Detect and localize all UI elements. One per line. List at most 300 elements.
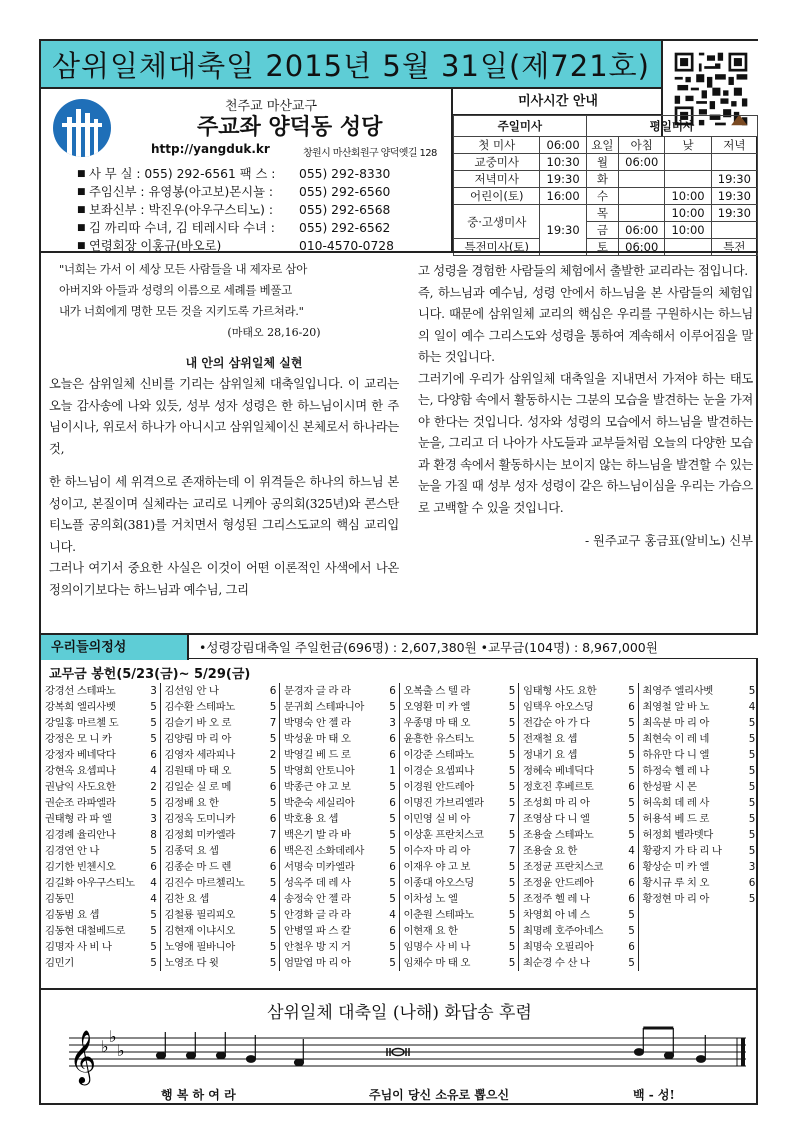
donor-name: 임태형 사도 요한: [523, 685, 597, 697]
donor-row: [519, 795, 638, 811]
weekday-mass-head: 평일미사: [586, 116, 757, 137]
weekday: 목: [586, 205, 618, 222]
donor-count: 5: [628, 685, 635, 697]
donor-name: 성옥주 데 레 사: [284, 877, 351, 889]
donor-count: 2: [269, 749, 276, 761]
donor-row: [280, 843, 399, 859]
donor-name: 백은기 발 라 바: [284, 829, 351, 841]
donor-count: 7: [269, 717, 276, 729]
donor-name: 김진수 마르첼리노: [164, 877, 245, 889]
donor-name: 김정희 미카엘라: [164, 829, 235, 841]
donor-name: 조정균 프란치스코: [523, 861, 604, 873]
article-left-column: [49, 259, 399, 601]
donor-row: [400, 875, 519, 891]
mass-time: 06:00: [619, 239, 665, 256]
donor-count: 5: [628, 749, 635, 761]
donor-name: 김길화 아우구스티노: [45, 877, 135, 889]
donor-count: 4: [748, 701, 755, 713]
donor-count: 5: [628, 813, 635, 825]
donor-row: [400, 923, 519, 939]
donor-row: [519, 715, 638, 731]
donor-name: 김선임 안 나: [164, 685, 219, 697]
donor-name: 조용술 요 한: [523, 845, 577, 857]
donor-row: [639, 779, 759, 795]
donor-row: [400, 955, 519, 971]
donor-row: [41, 699, 160, 715]
bulletin-title: 삼위일체대축일 2015년 5월 31일(제721호): [41, 41, 661, 89]
donor-count: 5: [628, 797, 635, 809]
donor-count: 5: [269, 909, 276, 921]
donor-count: 5: [508, 861, 515, 873]
donor-count: 5: [748, 717, 755, 729]
mass-schedule-title: 미사시간 안내: [453, 89, 663, 115]
donor-count: 5: [748, 893, 755, 905]
donor-name: 김원태 마 태 오: [164, 765, 232, 777]
donor-name: 이강준 스테파노: [403, 749, 474, 761]
donor-count: 5: [748, 845, 755, 857]
bullet-icon: ■: [77, 187, 86, 197]
donor-count: 1: [389, 765, 396, 777]
donor-name: 정호진 후베르토: [523, 781, 594, 793]
donor-row: [639, 843, 759, 859]
donor-row: [519, 955, 638, 971]
mass-time: [711, 222, 757, 239]
donor-name: 김찬 요 셉: [164, 893, 209, 905]
donor-name: 백은진 소화데레사: [284, 845, 365, 857]
donor-row: [280, 795, 399, 811]
donor-count: 6: [389, 925, 396, 937]
donor-count: 3: [150, 813, 157, 825]
svg-text:♭: ♭: [101, 1037, 109, 1056]
donor-count: 5: [628, 733, 635, 745]
donor-count: 7: [508, 845, 515, 857]
donor-count: 4: [628, 845, 635, 857]
donor-row: [41, 843, 160, 859]
donor-count: 5: [389, 893, 396, 905]
weekday: 화: [586, 171, 618, 188]
donor-count: 7: [269, 829, 276, 841]
weekday: 금: [586, 222, 618, 239]
mass-time: 19:30: [711, 205, 757, 222]
donor-name: 강현옥 요셉피나: [45, 765, 116, 777]
donor-count: 7: [508, 813, 515, 825]
church-header: [41, 89, 451, 251]
donor-name: 문경자 글 라 라: [284, 685, 351, 697]
donor-count: 6: [269, 685, 276, 697]
donor-name: 박명숙 안 젤 라: [284, 717, 351, 729]
donor-row: [519, 939, 638, 955]
mass-time: 10:30: [540, 154, 586, 171]
donor-row: [519, 875, 638, 891]
donor-name: 김영자 세라피나: [164, 749, 235, 761]
donor-name: 임명수 사 비 나: [403, 941, 471, 953]
donor-count: 4: [150, 877, 157, 889]
donor-count: 8: [150, 829, 157, 841]
donor-count: 5: [748, 813, 755, 825]
article-section: [41, 251, 758, 633]
contact-value: 055) 292-6568: [299, 203, 391, 217]
donor-row: [41, 811, 160, 827]
quote-line: 아버지와 아들과 성령의 이름으로 세례를 베풀고: [59, 283, 292, 297]
article-signature: - 원주교구 홍금표(알비노) 신부: [584, 534, 753, 548]
donor-count: 5: [748, 829, 755, 841]
psalm-refrain: [41, 988, 758, 1105]
donation-column: [639, 683, 759, 971]
donor-name: 이춘원 스테파노: [403, 909, 474, 921]
donor-row: [161, 683, 280, 699]
donor-row: [41, 763, 160, 779]
donor-row: [41, 795, 160, 811]
donor-count: 5: [150, 701, 157, 713]
donor-row: [161, 843, 280, 859]
col-head: 아침: [619, 137, 665, 154]
donor-row: [41, 683, 160, 699]
donor-name: 전재철 요 셉: [523, 733, 577, 745]
donor-name: 윤흥한 유스티노: [403, 733, 474, 745]
donor-row: [400, 811, 519, 827]
donor-row: [161, 731, 280, 747]
donor-name: 최옥분 마 리 아: [642, 717, 710, 729]
article-paragraph: 그러기에 우리가 삼위일체 대축일을 지내면서 가져야 하는 태도는, 다양함 속에서 활동하시는 그분의 모습을 발견하는 눈을 가져야 한다는 것입니다. 성자와 성령의 모습에서 하느님을 발견하는 눈을, 그리고 더 나아가 사도들과 교부들처럼 오늘의 다양한 모습과 환경 속에서 활동하시는 보이지 않는 하느님을 발견할 수 있는 눈을 가질 때 성부 성자 성령이 같은 하느님이심을 우리는 가슴으로 고백할 수 있을 것입니다.: [418, 371, 753, 515]
donor-name: 권남익 사도요한: [45, 781, 116, 793]
article-paragraph: 오늘은 삼위일체 신비를 기리는 삼위일체 대축일입니다. 이 교리는 오늘 감사송에 나와 있듯, 성부 성자 성령은 한 하느님이시며 한 주님이시나, 위로서 하나가 아니시고 삼위일체이신 본체로서 하나라는 것,: [49, 377, 399, 456]
lyric-line: 백 - 성!: [633, 1088, 675, 1102]
church-url[interactable]: http://yangduk.kr: [151, 142, 270, 156]
church-logo: [53, 99, 111, 157]
mass-time: [665, 171, 711, 188]
donor-count: 5: [628, 765, 635, 777]
mass-time: 06:00: [619, 154, 665, 171]
donor-count: 5: [508, 941, 515, 953]
donor-name: 이수자 마 리 아: [403, 845, 471, 857]
donor-row: [161, 779, 280, 795]
donation-column: [519, 683, 639, 971]
church-name: 주교좌 양덕동 성당: [197, 114, 383, 140]
donor-name: 임택우 아오스딩: [523, 701, 594, 713]
col-head: 요일: [586, 137, 618, 154]
donor-count: 5: [389, 957, 396, 969]
donor-name: 김종덕 요 셉: [164, 845, 219, 857]
donor-count: 5: [628, 829, 635, 841]
donor-name: 김수환 스테파노: [164, 701, 235, 713]
donor-name: 이종대 아오스딩: [403, 877, 474, 889]
donor-row: [161, 811, 280, 827]
donor-name: 권순조 라파엘라: [45, 797, 116, 809]
bullet-icon: ■: [77, 169, 86, 179]
mass-name: 저녁미사: [454, 171, 540, 188]
contact-value: 055) 292-6560: [299, 185, 391, 199]
contact-label: 사 무 실 : 055) 292-6561 팩 스 :: [89, 167, 276, 181]
donor-count: 5: [150, 909, 157, 921]
donor-count: 6: [628, 781, 635, 793]
donor-row: [280, 939, 399, 955]
donor-name: 강정자 베네닥다: [45, 749, 116, 761]
donor-name: 허옥희 데 레 사: [642, 797, 710, 809]
mass-time: 06:00: [540, 137, 586, 154]
donor-count: 3: [748, 861, 755, 873]
donor-row: [161, 891, 280, 907]
mass-time: [619, 205, 665, 222]
donor-row: [161, 859, 280, 875]
donor-count: 4: [269, 893, 276, 905]
mass-name: 중·고생미사: [454, 205, 540, 239]
contact-row: [77, 165, 449, 183]
donor-row: [400, 891, 519, 907]
offering-label: 우리들의정성: [41, 635, 189, 660]
diocese-name: 천주교 마산교구: [225, 99, 318, 114]
donor-count: 5: [269, 877, 276, 889]
bullet-icon: ■: [77, 205, 86, 215]
donor-row: [41, 939, 160, 955]
donor-row: [519, 747, 638, 763]
donor-name: 최현숙 이 레 네: [642, 733, 710, 745]
donor-row: [639, 859, 759, 875]
donor-count: 5: [508, 957, 515, 969]
donor-name: 김기한 빈첸시오: [45, 861, 116, 873]
mass-time: 10:00: [665, 205, 711, 222]
donor-name: 최명숙 오필리아: [523, 941, 594, 953]
article-paragraph: 그러나 여기서 중요한 사실은 이것이 어떤 이론적인 사색에서 나온 정의이기보다는 하느님과 예수님, 그리: [49, 561, 399, 597]
article-paragraph: 즉, 하느님과 예수님, 성령 안에서 하느님을 본 사람들의 체험입니다. 때문에 삼위일체 교리의 핵심은 우리를 구원하시는 하느님의 일이 예수 그리스도와 성령을 통하여 계속해서 이루어짐을 말하는 것입니다.: [418, 285, 753, 364]
donor-count: 5: [508, 765, 515, 777]
donor-name: 송정숙 안 젤 라: [284, 893, 351, 905]
donor-count: 5: [508, 877, 515, 889]
donor-name: 이명진 가브리엘라: [403, 797, 484, 809]
donor-row: [41, 827, 160, 843]
donor-name: 김종순 마 드 렌: [164, 861, 232, 873]
donor-row: [639, 683, 759, 699]
mass-time: [665, 154, 711, 171]
donor-count: 5: [628, 717, 635, 729]
donor-row: [519, 827, 638, 843]
donor-name: 서명숙 미카엘라: [284, 861, 355, 873]
donor-row: [41, 731, 160, 747]
donor-count: 5: [389, 877, 396, 889]
donor-count: 5: [389, 829, 396, 841]
donor-name: 안철우 방 지 거: [284, 941, 351, 953]
mass-time: [711, 154, 757, 171]
donor-count: 5: [389, 781, 396, 793]
donor-count: 5: [628, 957, 635, 969]
donor-row: [400, 699, 519, 715]
contact-label: 보좌신부 : 박진우(아우구스티노) :: [89, 203, 274, 217]
article-paragraph: 한 하느님이 세 위격으로 존재하는데 이 위격들은 하나의 하느님 본성이고, 본질이며 실체라는 교리로 니케아 공의회(325년)와 콘스탄티노플 공의회(381)를 거치면서 형성된 그리스도교의 핵심 교리입니다.: [49, 475, 399, 554]
donor-count: 5: [508, 781, 515, 793]
donor-row: [639, 699, 759, 715]
donor-row: [280, 859, 399, 875]
donor-name: 이차성 노 엘: [403, 893, 458, 905]
donor-row: [41, 923, 160, 939]
donation-column: [161, 683, 281, 971]
donation-title: 교무금 봉헌(5/23(금)~ 5/29(금): [49, 667, 251, 682]
donor-count: 5: [748, 749, 755, 761]
donor-count: 5: [748, 781, 755, 793]
donor-name: 김철룡 필리피오: [164, 909, 235, 921]
donation-column: [41, 683, 161, 971]
donor-row: [639, 827, 759, 843]
donor-row: [280, 891, 399, 907]
mass-name: 어린이(토): [454, 188, 540, 205]
donor-row: [639, 763, 759, 779]
donor-count: 6: [628, 861, 635, 873]
donor-count: 5: [508, 749, 515, 761]
donor-name: 김현재 이냐시오: [164, 925, 235, 937]
donor-name: 조영삼 다 니 엘: [523, 813, 590, 825]
donor-row: [41, 859, 160, 875]
donor-name: 허용석 베 드 로: [642, 813, 710, 825]
donor-name: 황시규 루 치 오: [642, 877, 710, 889]
donor-row: [400, 731, 519, 747]
donor-row: [161, 939, 280, 955]
donor-name: 최순경 수 산 나: [523, 957, 590, 969]
donor-name: 이상훈 프란치스코: [403, 829, 484, 841]
donor-count: 3: [389, 717, 396, 729]
donor-name: 오영환 미 카 엘: [403, 701, 471, 713]
donor-count: 5: [389, 813, 396, 825]
donor-count: 6: [150, 749, 157, 761]
donor-name: 황정현 마 리 아: [642, 893, 710, 905]
quote-line: 내가 너희에게 명한 모든 것을 지키도록 가르쳐라.": [59, 304, 304, 318]
donor-row: [400, 859, 519, 875]
donor-name: 황광지 가 타 리 나: [642, 845, 722, 857]
donor-count: 5: [389, 845, 396, 857]
donor-row: [161, 875, 280, 891]
donor-name: 김경연 안 나: [45, 845, 99, 857]
donor-count: 5: [508, 797, 515, 809]
donor-name: 강정은 모 니 카: [45, 733, 112, 745]
donor-count: 6: [389, 797, 396, 809]
donor-row: [280, 875, 399, 891]
contact-label: 연령회장 이홍규(바오로): [89, 239, 222, 253]
donor-name: 이재우 야 고 보: [403, 861, 471, 873]
donor-name: 김양림 마 리 아: [164, 733, 232, 745]
donor-name: 김경례 율리안나: [45, 829, 116, 841]
mass-time: 06:00: [619, 222, 665, 239]
donor-count: 5: [748, 765, 755, 777]
donor-count: 6: [389, 861, 396, 873]
donor-name: 박춘숙 세실리아: [284, 797, 355, 809]
donor-row: [400, 907, 519, 923]
donor-row: [161, 763, 280, 779]
donor-row: [519, 779, 638, 795]
donor-row: [400, 779, 519, 795]
sunday-mass-head: 주일미사: [454, 116, 587, 137]
donor-name: 최영철 알 바 노: [642, 701, 710, 713]
donor-count: 5: [748, 797, 755, 809]
donor-row: [161, 715, 280, 731]
mass-time: 10:00: [665, 188, 711, 205]
donor-count: 6: [389, 733, 396, 745]
donor-row: [400, 827, 519, 843]
donor-name: 강일홍 마르첼 도: [45, 717, 119, 729]
bullet-icon: ■: [77, 241, 86, 251]
donor-row: [280, 907, 399, 923]
church-address: 창원시 마산회원구 양덕옛길 128: [303, 148, 437, 159]
quote-reference: (마태오 28,16-20): [227, 326, 321, 339]
donor-row: [400, 747, 519, 763]
treble-clef-icon: 𝄞: [69, 1029, 97, 1083]
donor-name: 조용술 스테파노: [523, 829, 594, 841]
donor-count: 5: [508, 685, 515, 697]
donor-row: [519, 731, 638, 747]
donor-count: 6: [269, 845, 276, 857]
donor-count: 5: [269, 925, 276, 937]
donor-row: [280, 715, 399, 731]
donor-name: 김명자 사 비 나: [45, 941, 112, 953]
donor-row: [519, 683, 638, 699]
donor-row: [280, 763, 399, 779]
donation-column: [280, 683, 400, 971]
mass-table: [453, 115, 758, 256]
donor-row: [280, 683, 399, 699]
donor-count: 3: [150, 685, 157, 697]
donor-count: 5: [508, 701, 515, 713]
donor-count: 4: [150, 765, 157, 777]
donor-count: 5: [269, 765, 276, 777]
contact-value: 055) 292-8330: [299, 167, 391, 181]
donor-count: 5: [150, 845, 157, 857]
bulletin-page: [39, 39, 758, 1105]
donor-count: 5: [269, 957, 276, 969]
donor-row: [639, 795, 759, 811]
donor-row: [519, 699, 638, 715]
donor-name: 김정배 요 한: [164, 797, 219, 809]
donor-name: 조성희 마 리 아: [523, 797, 590, 809]
donor-row: [639, 731, 759, 747]
donor-name: 전갑순 아 가 다: [523, 717, 590, 729]
donor-count: 4: [389, 909, 396, 921]
mass-name: 교중미사: [454, 154, 540, 171]
donor-row: [519, 859, 638, 875]
donor-name: 허정희 벨라뎃다: [642, 829, 713, 841]
donor-count: 5: [150, 941, 157, 953]
donor-count: 5: [389, 941, 396, 953]
donor-row: [400, 763, 519, 779]
mass-schedule: [451, 89, 758, 254]
donor-name: 김동민: [45, 893, 74, 905]
donor-name: 조정윤 안드레아: [523, 877, 594, 889]
scripture-quote: [49, 259, 399, 322]
donor-row: [280, 731, 399, 747]
donation-table: [41, 683, 758, 971]
mass-name: 특전미사(토): [454, 239, 540, 256]
donor-row: [639, 747, 759, 763]
donor-name: 박영희 안토니아: [284, 765, 355, 777]
donor-name: 박영길 베 드 로: [284, 749, 351, 761]
donor-count: 5: [508, 829, 515, 841]
donor-row: [639, 715, 759, 731]
donor-row: [161, 827, 280, 843]
donor-row: [280, 955, 399, 971]
donor-count: 5: [628, 925, 635, 937]
donor-row: [280, 699, 399, 715]
mass-time: 특전: [711, 239, 757, 256]
donor-name: 황상순 미 카 엘: [642, 861, 710, 873]
donor-count: 6: [389, 749, 396, 761]
weekday: 수: [586, 188, 618, 205]
contact-list: [77, 165, 449, 255]
donor-row: [280, 811, 399, 827]
donor-row: [400, 843, 519, 859]
donor-name: 우종명 마 태 오: [403, 717, 471, 729]
article-right-column: [418, 261, 753, 549]
donor-count: 6: [628, 701, 635, 713]
donor-name: 문귀희 스테파니아: [284, 701, 365, 713]
cross-logo-icon: [53, 99, 111, 157]
donor-count: 6: [269, 781, 276, 793]
donor-name: 강복희 엘리사벳: [45, 701, 116, 713]
col-head: 낮: [665, 137, 711, 154]
